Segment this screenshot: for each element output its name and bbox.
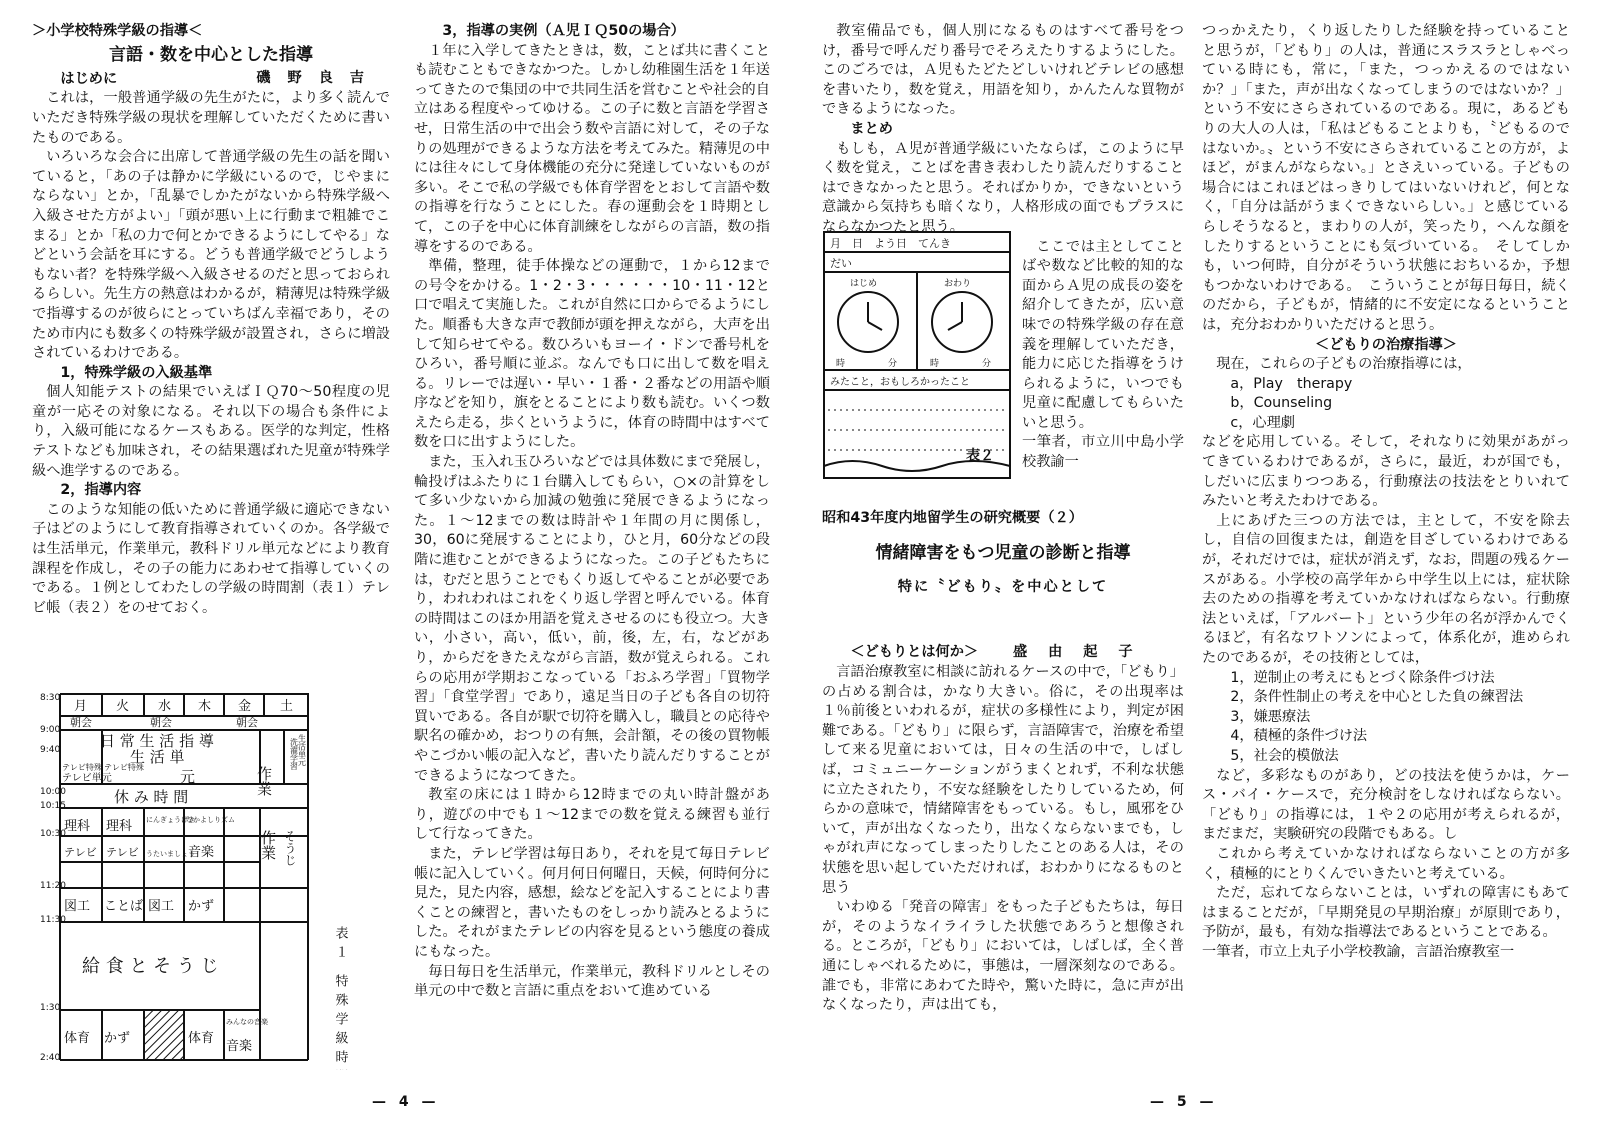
subheading: 3，指導の実例（Ａ児ＩＱ50の場合） (442, 23, 685, 39)
cell-seikatsu: 生 活 単 (130, 748, 185, 766)
paragraph: 上にあげた三つの方法では，主として，不安を除去し，自信の回復または，創造を目ざしているわけであるが，それだけでは，症状が消えず，なお，問題の残るケースがある。小学校の高学年から中学生以上には，症状除去のための指導を考えていかなければならない。行動療法といえば，「アルバート」という少年の名が浮かんでくるほど，有名なワトソンによって，体系化が，進められたのであるが，その技術としては， (1202, 512, 1570, 666)
paragraph: もしも，Ａ児が普通学級にいたならば，このように早く数を覚え，ことばを書き表わしたり読んだりすることはできなかったと思う。そればかりか，できないという意識から気持ちも暗くなり，人格形成の面でもプラスにならなかつたと思う。 (822, 140, 1184, 235)
subheading-matome: まとめ (850, 120, 893, 137)
cell-ongaku: 音楽 (188, 845, 215, 860)
tv-notes-label: みたこと，おもしろかったこと (830, 377, 970, 388)
tv-caption: 表２ (966, 448, 994, 464)
column-1 (32, 22, 390, 618)
list-item: 5，社会的模倣法 (1230, 747, 1339, 764)
day-label: 木 (198, 699, 212, 714)
timetable-figure (40, 690, 380, 1070)
list-item: 2，条件性制止の考えを中心とした負の練習法 (1230, 689, 1524, 706)
cell-sagyo: 作業 (255, 766, 273, 796)
time-label: 11:30 (40, 915, 66, 925)
paragraph: ただ，忘れてならないことは，いずれの障害にもあてはまることだが，「早期発見の早期治療」が原則であり，予防が，最も，有効な指導法であるということである。 (1202, 885, 1570, 941)
paragraph: １年に入学してきたときは，数，ことば共に書くことも読むこともできなかつた。しかし幼稚園生活を１年送ってきたので集団の中で共同生活を営むことや社会的自立はある程度やってゆける。この子に数と言語を学習させ，日常生活の中で出会う数や言語に対して，その子なりの処理ができるような方法を考えてみた。精薄児の中には往々にして身体機能の充分に発達していないものが多い。そこで私の学級でも体育学習をとおして言語や数の指導を行なうことにした。春の運動会を１時期として，この子を中心に体育訓練をしながらの言語，数の指導をするのである。 (414, 42, 770, 255)
page-number-right: — 5 — (1150, 1094, 1218, 1110)
subheading: ＜どもりの治療指導＞ (1315, 336, 1457, 353)
list-item: 4，積極的条件づけ法 (1230, 728, 1368, 745)
cell-kazu: かず (188, 899, 215, 914)
cell-utaimasho: うたいましょう (146, 850, 195, 858)
cell-tv: テレビ (106, 846, 139, 859)
paragraph: いわゆる「発音の障害」をもった子どもたちは，毎日が，そのようなイライラした状態であろうと想像される。ところが，「どもり」においては，しばしば，全く普通にしゃべれるために，事態は，一層深刻なのである。誰でも，非常にあわてた時や，驚いた時に，急に声が出なくなったり，声は出ても， (822, 899, 1184, 1014)
paragraph: 教室備品でも，個人別になるものはすべて番号をつけ，番号で呼んだり番号でそろえたりするようにした。このごろでは，Ａ児もたどたどしいけれどテレビの感想を書いたり，数を覚え，用語を知り，かんたんな買物ができるようになった。 (822, 23, 1184, 118)
subheading: 1，特殊学級の入級基準 (60, 364, 213, 381)
tv-row-date: 月 日 よう日 てんき (830, 237, 951, 250)
cell-zuko: 図工 (148, 899, 175, 914)
list-item: c，心理劇 (1230, 414, 1295, 431)
time-label: 2:40 (40, 1053, 61, 1063)
cell-tv: テレビ (64, 846, 97, 859)
cell-rika: 理科 (106, 819, 133, 834)
paragraph: などを応用している。そして，それなりに効果があがってきているわけであるが，さらに，最近，わが国でも，しだいに広まりつつある，行動療法の技法をとりいれてみたいと考えたわけである。 (1202, 434, 1570, 510)
cell-kyushoku: 給 食 と そ う じ (82, 956, 219, 977)
cell-rika: 理科 (64, 819, 91, 834)
article-subtitle: 特に〝どもり〟を中心として (897, 578, 1109, 595)
paragraph: 言語治療教室に相談に訪れるケースの中で，「どもり」の占める割合は，かなり大きい。俗に，その出現率は１％前後といわれるが，症状の多様性により，判定が困難である。「どもり」に限らず，言語障害で，治療を希望して来る児童においては，日々の生活の中で，しばしば，コミュニーケーションがうまくとれず，不利な状態に立たされたり，不安な経験をしたりしているため，何らかの意味で，情緒障害をもっている。もし，風邪をひいて，声が出なくなったり，出なくならないまでも，しゃがれ声になってしまったりしたことのある人は，その状態を思い起していただければ，おわかりになるものと思う (822, 664, 1184, 896)
cell-kyuji: 休 み 時 間 (114, 788, 189, 806)
cell-ongaku: 音楽 (226, 1039, 253, 1054)
paragraph: また，テレビ学習は毎日あり，それを見て毎日テレビ帳に記入していく。何月何日何曜日，天候，何時何分に見た，見た内容，感想，絵などを記入することにより書くことの練習と，書いたものをしっかり読みとるようにした。それがまたテレビの内容を見るという態度の養成にもなった。 (414, 845, 770, 960)
time-label: 11:20 (40, 881, 66, 891)
paragraph: 準備，整理，徒手体操などの運動で，１から12までの号令をかける。1・2・3・・・・・・10・11・12と口で唱えて実施した。これが自然に口からでるようにした。順番も大きな声で教師が頭を押えながら，大声を出して知らせてやる。数ひろいもヨーイ・ドンで番号札をひろい，番号順に並ぶ。なんでも口に出して数を唱える。リレーでは遅い・早い・１番・２番などの用語や順序などを知り，旗をとることにより数も読む。いくつ数えたら走る，歩くというように，体育の時間中はすべて数を口に出すようにした。 (414, 258, 770, 451)
section-line (822, 643, 1184, 663)
cell-kazu: かず (104, 1031, 131, 1046)
cell-taiiku: 体育 (64, 1031, 91, 1046)
signature: 一筆者，市立上丸子小学校教諭，言語治療教室一 (1202, 943, 1515, 960)
cell-kotoba: ことば (104, 899, 144, 914)
tv-hour-label: 時 (930, 359, 940, 369)
cell-seikatsu-unit: 生活単元 (297, 734, 307, 766)
list-item: a，Play therapy (1230, 375, 1353, 392)
article-author: 盛 由 起 子 (1013, 644, 1141, 661)
cell-sentaku: 洗濯学習 (289, 738, 299, 770)
cell-taiiku: 体育 (188, 1031, 215, 1046)
paragraph: いろいろな会合に出席して普通学級の先生の話を聞いていると，「あの子は静かに学級にいるので，じやまにならない」とか，「乱暴でしかたがないから特殊学級へ入級させた方がよい」「頭が悪い上に行動まで粗雑でこまる」とか「私の力で何とかできるようにしてやる」などという会話を耳にする。どうも普通学級でどうしようもない者？を特殊学級へ入級させるのだと思っておられるらしい。先生方の熱意はわかるが，精薄児は特殊学級で指導するのが彼らにとっていちばん幸福であり，そのため市内にも数多くの特殊学級が設置され，さらに増設されているわけである。 (32, 149, 390, 362)
cell-minna: みんなの音楽 (226, 1018, 268, 1026)
section-heading: ＞小学校特殊学級の指導＜ (32, 23, 203, 39)
tv-end-label: おわり (944, 279, 972, 289)
paragraph: これから考えていかなければならないことの方が多く，積極的にとりくんでいきたいと考えている。 (1202, 845, 1570, 882)
paragraph: 個人知能テストの結果でいえばＩＱ70〜50程度の児童が一応その対象になる。それ以下の場合も条件により，入級可能になるケースもある。医学的な判定，性格テストなども加味され，その結果選ばれた児童が特殊学級へ進学するのである。 (32, 384, 390, 479)
tv-diary-figure (822, 230, 1012, 480)
article-title: 言語・数を中心とした指導 (109, 44, 313, 65)
day-label: 火 (116, 699, 130, 714)
subheading: ＜どもりとは何か＞ (850, 644, 979, 661)
tv-row-title: だい (830, 257, 852, 270)
page-number-left: — 4 — (372, 1094, 440, 1110)
day-label: 土 (280, 699, 294, 714)
subheading: 2，指導内容 (60, 482, 142, 499)
column-4 (1202, 22, 1570, 963)
paragraph: つっかえたり，くり返したりした経験を持っていることと思うが，「どもり」の人は，普通にスラスラとしゃべっている時にも，常に，「また，つっかえるのではないか？」「また，声が出なくなってしまうのではないか？」という不安にさらされているのである。現に，あるどもりの大人の人は，「私はどもることよりも，〝どもるのではないか。〟という不安にさらされていることの方が，よほど，がまんがならない。」とさえいっている。子どもの場合にはこれほどはっきりしてはいないけれど，何となく，「自分は話がうまくできないらしい。」と感じているらしそうなると，まわりの人が，笑ったり，へんな顔をしたりするということにも気づいている。 そしてしかも，いつ何時，自分がそういう状態におちいるか，予想もつかないわけである。 こういうことが毎日毎日，続くのだから，子どもが，情緒的に不安定になるということは，充分おわかりいただけると思う。 (1202, 23, 1570, 333)
day-label: 水 (158, 699, 172, 714)
tv-minute-label: 分 (888, 359, 898, 369)
paragraph: このような知能の低いために普通学級に適応できない子はどのようにして教育指導されていくのか。各学級では生活単元，作業単元，教科ドリル単元などにより教育課程を作成し，その子の能力にあわせて指導していくのである。１例としてわたしの学級の時間割（表１）テレビ帳（表２）をのせておく。 (32, 501, 390, 616)
time-label: 10:00 (40, 787, 66, 797)
time-label: 1:30 (40, 1003, 61, 1013)
cell-tv-tokushu: テレビ特殊 (62, 763, 102, 772)
tv-minute-label: 分 (982, 359, 992, 369)
time-label: 10:15 (40, 801, 66, 811)
cell-chokai: 朝会 (70, 716, 92, 729)
paragraph: また，玉入れ玉ひろいなどでは具体数にまで発展し，輪投げはふたりに１台購入してもらい，○×の計算をして多い少ないから加減の勉強に発展できるようになった。１〜12までの数は時計や１年間の月に関係し，30，60に発展することにより，ひと月，60分などの段階に進むことができるようになった。この子どもたちには，むだと思うことでもくり返してやることが必要であり，われわれはこれをくり返し学習と呼んでいる。体育の時間はこのほか用語を覚えさせるのにも役立つ。大きい，小さい，高い，低い，前，後，左，右，などがあり，からだをきたえながら言語，数が覚えられる。これらの応用が学期おこなっている「おふろ学習」「買物学習」「食堂学習」であり，遠足当日の子ども各自の切符買いである。各自が駅で切符を購入し，職員との応待や駅名の確かめ，おつりの有無，会計額，その後の買物帳やこづかい帳の記入など，書いたり読んだりすることができるようになつてきた。 (414, 454, 770, 784)
hatched-cell (144, 1010, 184, 1060)
cell-chokai: 朝会 (236, 716, 258, 729)
column-3 (822, 22, 1184, 1016)
time-label: 9:40 (40, 745, 61, 755)
cell-sagyo: 作業 (259, 830, 277, 860)
float-text-block (1022, 238, 1184, 473)
time-label: 8:30 (40, 693, 61, 703)
day-label: 月 (74, 699, 88, 714)
subheading-intro: はじめに (60, 70, 118, 87)
cell-tv-unit: テレビ単元 (62, 773, 112, 784)
cell-nakayoshi: なかよしりズム (186, 816, 235, 824)
paragraph: ここでは主としてことばや数など比較的知的な面からＡ児の成長の姿を紹介してきたが，広い意味での特殊学級の存在意義を理解していただき，能力に応じた指導をうけられるように，いつでも児童に配慮してもらいたいと思う。 (1022, 238, 1184, 431)
cell-tv-tokushu: テレビ特殊 (104, 763, 144, 772)
cell-souji: そうじ (283, 830, 297, 866)
paragraph: 現在，これらの子どもの治療指導には， (1216, 356, 1472, 373)
signature: 一筆者，市立川中島小学校教諭一 (1022, 434, 1184, 471)
paragraph: など，多彩なものがあり，どの技法を使うかは，ケース・バイ・ケースで，充分検討をしなければならない。「どもり」の指導には，１や２の応用が考えられるが，まだまだ，実験研究の段階でもある。し (1202, 767, 1570, 843)
timetable-caption: 表１ 特殊学級時間割 (332, 926, 348, 1070)
tv-start-label: はじめ (850, 279, 878, 289)
cell-gen: 元 (180, 768, 196, 786)
list-item: 1，逆制止の考えにもとづく除条件づけ法 (1230, 669, 1495, 686)
cell-ningyo: にんぎょうげき (146, 816, 195, 824)
column-2 (414, 22, 770, 1002)
paragraph: これは，一般普通学級の先生がたに，より多く読んでいただき特殊学級の現状を理解していただくために書いたものである。 (32, 90, 390, 146)
list-item: 3，嫌悪療法 (1230, 708, 1311, 725)
timetable-svg (40, 690, 380, 1070)
time-label: 10:30 (40, 829, 66, 839)
time-label: 9:00 (40, 725, 61, 735)
day-label: 金 (238, 699, 252, 714)
series-heading: 昭和43年度内地留学生の研究概要（２） (822, 509, 1083, 526)
cell-nichijo: 日 常 生 活 指 導 (100, 732, 214, 750)
cell-chokai: 朝会 (150, 716, 172, 729)
paragraph: 教室の床には１時から12時までの丸い時計盤があり，遊びの中でも１〜12までの数を覚える練習も並行して行なってきた。 (414, 787, 770, 843)
article-title: 情緒障害をもつ児童の診断と指導 (875, 543, 1131, 564)
tv-hour-label: 時 (836, 359, 846, 369)
cell-zuko: 図工 (64, 899, 91, 914)
list-item: b，Counseling (1230, 395, 1333, 412)
article-author: 磯 野 良 吉 (256, 70, 370, 87)
tv-diary-svg (822, 230, 1012, 480)
paragraph: 毎日毎日を生活単元，作業単元，教科ドリルとしその単元の中で数と言語に重点をおいて進めている (414, 963, 770, 1000)
